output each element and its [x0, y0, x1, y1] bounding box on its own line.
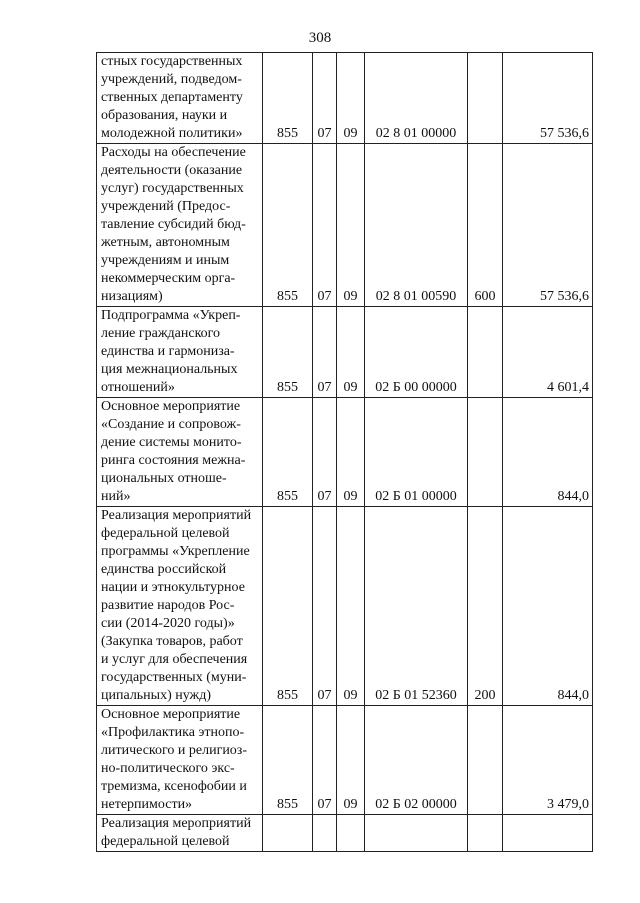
row-ved: 855	[263, 706, 313, 815]
budget-table	[96, 52, 593, 852]
row-pr	[337, 815, 365, 852]
row-name: Реализация мероприятий федеральной целевой программы «Укрепление единства российской нации и этнокультурное развитие народов Рос- сии (2014-2020 годы)» (Закупка товаров, работ и услуг для обеспечения государственных (муни- ципальных) нужд)	[97, 507, 263, 706]
table-row	[97, 53, 593, 144]
row-rz: 07	[313, 307, 337, 398]
row-sum	[503, 815, 593, 852]
row-rz: 07	[313, 706, 337, 815]
row-sum: 844,0	[503, 398, 593, 507]
table-row	[97, 307, 593, 398]
row-vr	[468, 398, 503, 507]
row-pr: 09	[337, 507, 365, 706]
row-rz: 07	[313, 144, 337, 307]
row-vr	[468, 53, 503, 144]
row-pr: 09	[337, 53, 365, 144]
row-name: Основное мероприятие «Создание и сопровож- дение системы монито- ринга состояния межна- циональных отноше- ний»	[97, 398, 263, 507]
row-vr	[468, 815, 503, 852]
table-row	[97, 144, 593, 307]
row-name: стных государственных учреждений, подведом- ственных департаменту образования, науки и молодежной политики»	[97, 53, 263, 144]
row-vr: 600	[468, 144, 503, 307]
row-csr: 02 8 01 00590	[365, 144, 468, 307]
row-rz: 07	[313, 507, 337, 706]
table-row	[97, 815, 593, 852]
row-ved: 855	[263, 507, 313, 706]
row-vr	[468, 706, 503, 815]
row-csr: 02 8 01 00000	[365, 53, 468, 144]
row-sum: 3 479,0	[503, 706, 593, 815]
row-pr: 09	[337, 706, 365, 815]
row-sum: 57 536,6	[503, 53, 593, 144]
row-name: Реализация мероприятий федеральной целевой	[97, 815, 263, 852]
row-name: Подпрограмма «Укреп- ление гражданского единства и гармониза- ция межнациональных отношений»	[97, 307, 263, 398]
row-vr	[468, 307, 503, 398]
row-csr: 02 Б 01 52360	[365, 507, 468, 706]
row-ved: 855	[263, 144, 313, 307]
row-csr: 02 Б 02 00000	[365, 706, 468, 815]
row-rz: 07	[313, 398, 337, 507]
row-pr: 09	[337, 307, 365, 398]
page-number: 308	[308, 30, 332, 46]
row-ved	[263, 815, 313, 852]
table-row	[97, 706, 593, 815]
row-pr: 09	[337, 144, 365, 307]
row-sum: 57 536,6	[503, 144, 593, 307]
row-vr: 200	[468, 507, 503, 706]
table-row	[97, 398, 593, 507]
row-ved: 855	[263, 307, 313, 398]
row-name: Основное мероприятие «Профилактика этнопо- литического и религиоз- но-политического экс- тремизма, ксенофобии и нетерпимости»	[97, 706, 263, 815]
row-sum: 4 601,4	[503, 307, 593, 398]
row-ved: 855	[263, 398, 313, 507]
row-rz	[313, 815, 337, 852]
row-csr: 02 Б 00 00000	[365, 307, 468, 398]
row-csr	[365, 815, 468, 852]
row-ved: 855	[263, 53, 313, 144]
row-rz: 07	[313, 53, 337, 144]
row-sum: 844,0	[503, 507, 593, 706]
row-pr: 09	[337, 398, 365, 507]
table-row	[97, 507, 593, 706]
row-name: Расходы на обеспечение деятельности (оказание услуг) государственных учреждений (Предос- тавление субсидий бюд- жетным, автономным учреждениям и иным некоммерческим орга- низациям)	[97, 144, 263, 307]
row-csr: 02 Б 01 00000	[365, 398, 468, 507]
